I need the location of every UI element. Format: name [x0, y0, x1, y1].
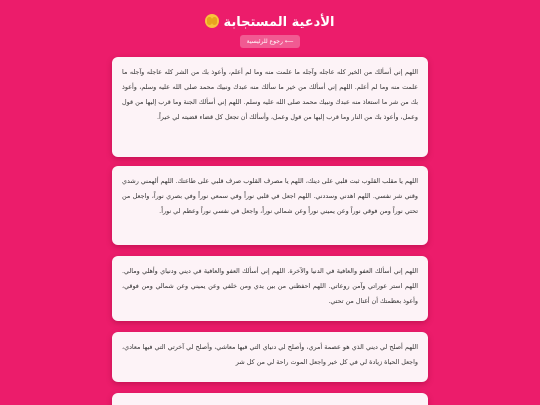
- dua-text: اللهم إني أسألك العفو والعافية في الدنيا والآخرة. اللهم إني أسألك العفو والعافية في ديني ودنياي وأهلي ومالي. اللهم استر عوراتي وآمن روعاتي. اللهم احفظني من بين يدي ومن خلفي وعن يميني وعن شمالي ومن فوقي، وأعوذ بعظمتك أن أغتال من تحتي.: [122, 267, 418, 305]
- dua-text: اللهم إني أسألك من الخير كله عاجله وآجله ما علمت منه وما لم أعلم، وأعوذ بك من الشر كله عاجله وآجله ما علمت منه وما لم أعلم. اللهم إني أسألك من خير ما سألك منه عبدك ونبيك محمد صلى الله عليه وسلم، وأعوذ بك من شر ما استعاذ منه عبدك ونبيك محمد صلى الله عليه وسلم. اللهم إني أسألك الجنة وما قرب إليها من قول وعمل، وأعوذ بك من النار وما قرب إليها من قول وعمل، وأسألك أن تجعل كل قضاء قضيته لي خيراً.: [122, 68, 418, 121]
- praying-hands-icon: [205, 14, 219, 28]
- page-title: الأدعية المستجابة: [223, 15, 335, 30]
- dua-card: [112, 256, 428, 321]
- dua-card: [112, 332, 428, 382]
- dua-text: اللهم يا مقلب القلوب ثبت قلبي على دينك، اللهم يا مصرف القلوب صرف قلبي على طاعتك. اللهم ألهمني رشدي وقني شر نفسي. اللهم اهدني وسددني. اللهم اجعل في قلبي نوراً وفي سمعي نوراً وفي بصري نوراً، واجعل من تحتي نوراً ومن فوقي نوراً وعن يميني نوراً وعن شمالي نوراً، واجعل في نفسي نوراً وعظم لي نوراً.: [122, 177, 418, 215]
- back-to-home-button[interactable]: ⟵ رجوع للرئيسية: [240, 35, 300, 48]
- dua-text: اللهم أصلح لي ديني الذي هو عصمة أمري، وأصلح لي دنياي التي فيها معاشي، وأصلح لي آخرتي التي فيها معادي، واجعل الحياة زيادة لي في كل خير واجعل الموت راحة لي من كل شر: [122, 343, 418, 366]
- dua-card: [112, 57, 428, 157]
- page-header: [0, 13, 540, 33]
- dua-card: [112, 166, 428, 245]
- dua-card-partial: [112, 393, 428, 405]
